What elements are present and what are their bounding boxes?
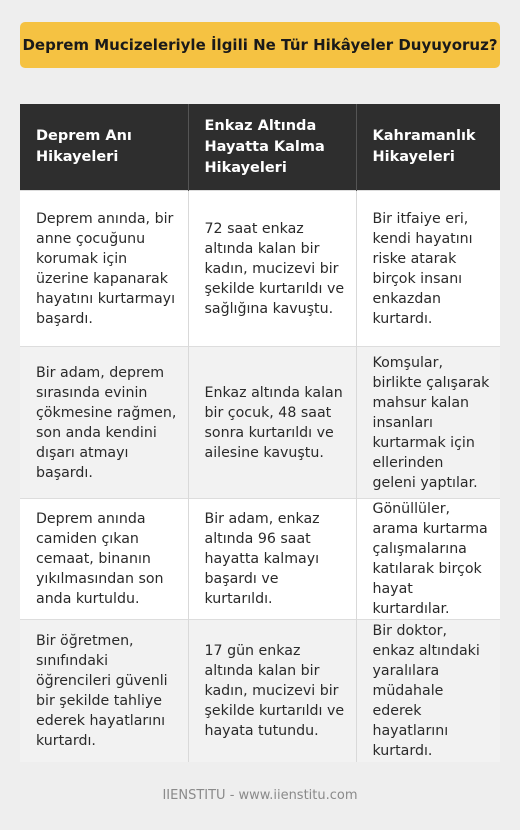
table-row (20, 499, 500, 620)
table-cell: 72 saat enkaz altında kalan bir kadın, mucizevi bir şekilde kurtarıldı ve sağlığına kavuştu. (188, 191, 356, 347)
footer-credit: IIENSTITU - www.iienstitu.com (162, 788, 358, 803)
column-header-survival: Enkaz Altında Hayatta Kalma Hikayeleri (188, 104, 356, 191)
table-cell: Deprem anında camiden çıkan cemaat, binanın yıkılmasından son anda kurtuldu. (20, 499, 188, 620)
column-header-heroism: Kahramanlık Hikayeleri (356, 104, 500, 191)
title-banner (20, 22, 500, 68)
table-header-row (20, 104, 500, 191)
table-cell: Gönüllüler, arama kurtarma çalışmalarına katılarak birçok hayat kurtardılar. (356, 499, 500, 620)
table-row (20, 620, 500, 763)
table-cell: Bir adam, enkaz altında 96 saat hayatta kalmayı başardı ve kurtarıldı. (188, 499, 356, 620)
table-cell: Deprem anında, bir anne çocuğunu korumak için üzerine kapanarak hayatını kurtarmayı başardı. (20, 191, 188, 347)
table-cell: Enkaz altında kalan bir çocuk, 48 saat sonra kurtarıldı ve ailesine kavuştu. (188, 347, 356, 499)
table-row (20, 191, 500, 347)
table-cell: Bir öğretmen, sınıfındaki öğrencileri güvenli bir şekilde tahliye ederek hayatlarını kurtardı. (20, 620, 188, 763)
column-header-earthquake-moment: Deprem Anı Hikayeleri (20, 104, 188, 191)
table-cell: Bir doktor, enkaz altındaki yaralılara müdahale ederek hayatlarını kurtardı. (356, 620, 500, 763)
table-cell: 17 gün enkaz altında kalan bir kadın, mucizevi bir şekilde kurtarıldı ve hayata tutundu. (188, 620, 356, 763)
table-cell: Bir itfaiye eri, kendi hayatını riske atarak birçok insanı enkazdan kurtardı. (356, 191, 500, 347)
table-cell: Komşular, birlikte çalışarak mahsur kalan insanları kurtarmak için ellerinden geleni yaptılar. (356, 347, 500, 499)
table-row (20, 347, 500, 499)
stories-table (20, 104, 500, 762)
page-title: Deprem Mucizeleriyle İlgili Ne Tür Hikâyeler Duyuyoruz? (22, 36, 498, 54)
table-cell: Bir adam, deprem sırasında evinin çökmesine rağmen, son anda kendini dışarı atmayı başardı. (20, 347, 188, 499)
